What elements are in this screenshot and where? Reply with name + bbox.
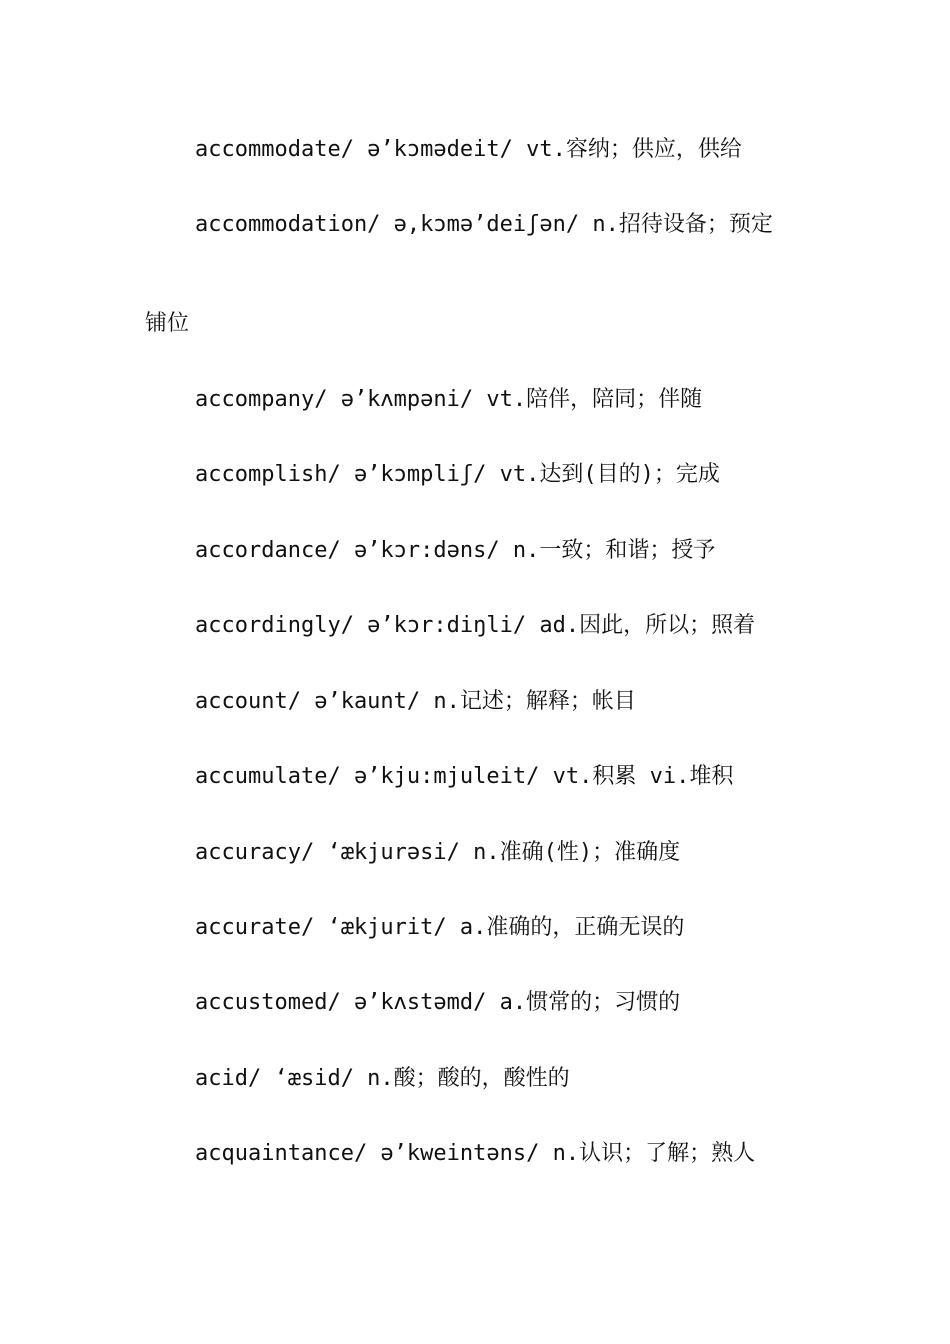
entry-acquaintance: acquaintance/ ə’kweintəns/ n.认识；了解；熟人 <box>195 1141 756 1166</box>
entry-accommodation-continued: 铺位 <box>145 311 190 336</box>
entry-accompany: accompany/ ə’kʌmpəni/ vt.陪伴，陪同；伴随 <box>195 387 703 412</box>
entry-acid: acid/ ‘æsid/ n.酸；酸的，酸性的 <box>195 1066 570 1091</box>
entry-accomplish: accomplish/ ə’kɔmpliʃ/ vt.达到(目的)；完成 <box>195 462 720 487</box>
entry-accurate: accurate/ ‘ækjurit/ a.准确的，正确无误的 <box>195 915 685 940</box>
entry-accumulate: accumulate/ ə’kju:mjuleit/ vt.积累 vi.堆积 <box>195 764 734 789</box>
entry-accordance: accordance/ ə’kɔr:dəns/ n.一致；和谐；授予 <box>195 538 716 563</box>
entry-accordingly: accordingly/ ə’kɔr:diŋli/ ad.因此，所以；照着 <box>195 613 756 638</box>
entry-accommodation: accommodation/ ə,kɔmə’deiʃən/ n.招待设备；预定 <box>195 212 773 237</box>
entry-accuracy: accuracy/ ‘ækjurəsi/ n.准确(性)；准确度 <box>195 840 681 865</box>
entry-account: account/ ə’kaunt/ n.记述；解释；帐目 <box>195 689 636 714</box>
entry-accustomed: accustomed/ ə’kʌstəmd/ a.惯常的；习惯的 <box>195 990 681 1015</box>
entry-accommodate: accommodate/ ə’kɔmədeit/ vt.容纳；供应，供给 <box>195 137 742 162</box>
